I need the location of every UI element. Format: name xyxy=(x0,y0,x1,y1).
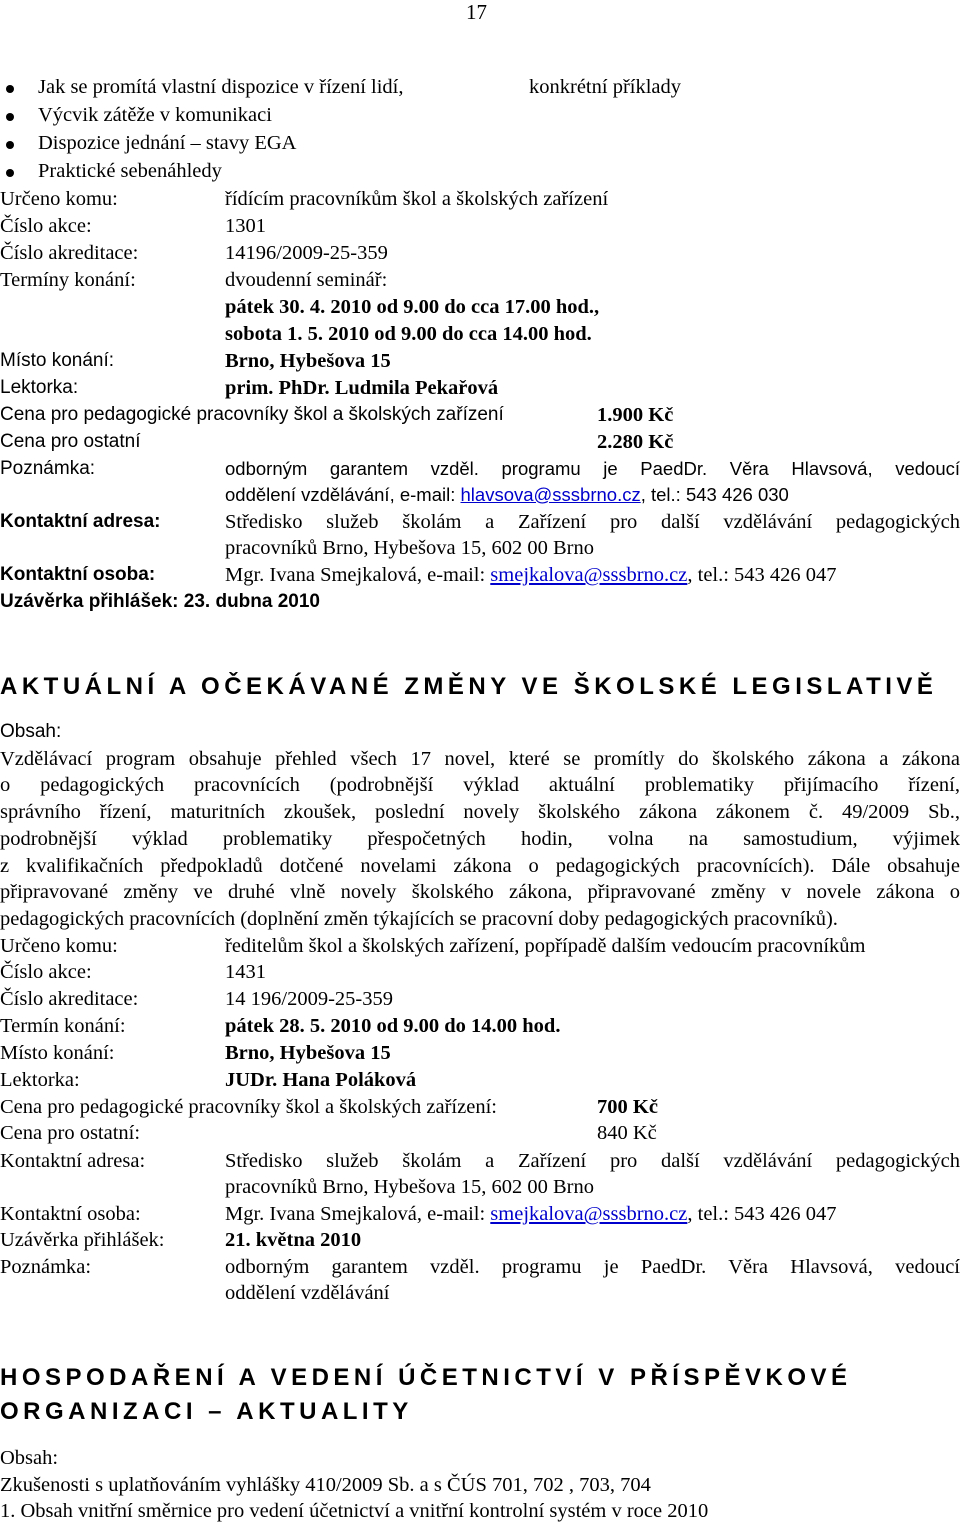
contact-person-label: Kontaktní osoba: xyxy=(0,1203,141,1225)
bullet-icon xyxy=(6,141,14,149)
date-line-2: sobota 1. 5. 2010 od 9.00 do cca 14.00 hod. xyxy=(225,323,592,345)
bullet-icon xyxy=(6,113,14,121)
paragraph-line: podrobnější výklad problematiky přespočetných hodin, volna na samostudium, výjimek xyxy=(0,828,960,850)
list-item: Dispozice jednání – stavy EGA xyxy=(38,132,297,154)
contact-address-label: Kontaktní adresa: xyxy=(0,1150,146,1172)
section-heading: HOSPODAŘENÍ A VEDENÍ ÚČETNICTVÍ V PŘÍSPĚVKOVÉ xyxy=(0,1364,852,1391)
date-line-1: pátek 30. 4. 2010 od 9.00 do cca 17.00 hod., xyxy=(225,296,600,318)
list-item: Výcvik zátěže v komunikaci xyxy=(38,104,272,126)
action-number-label: Číslo akce: xyxy=(0,961,92,983)
target-audience-value: řídícím pracovníkům škol a školských zařízení xyxy=(225,188,609,210)
list-item-note: konkrétní příklady xyxy=(529,76,682,98)
date-label: Termín konání: xyxy=(0,1015,126,1037)
price-others-label: Cena pro ostatní: xyxy=(0,1122,141,1144)
price-teachers-label: Cena pro pedagogické pracovníky škol a školských zařízení xyxy=(0,404,504,425)
contact-person-value xyxy=(225,1203,837,1226)
lecturer-label: Lektorka: xyxy=(0,377,79,398)
bullet-icon xyxy=(6,85,14,93)
note-line-1: odborným garantem vzděl. programu je PaedDr. Věra Hlavsová, vedoucí xyxy=(225,458,960,479)
bullet-icon xyxy=(6,169,14,177)
paragraph-line: z kvalifikačních předpokladů dotčené novelami zákona o pedagogických pracovnících). Dále obsahuje xyxy=(0,855,960,877)
note-label: Poznámka: xyxy=(0,1256,92,1278)
price-others-value: 840 Kč xyxy=(597,1122,657,1144)
list-item: Praktické sebenáhledy xyxy=(38,160,222,182)
registration-deadline: Uzávěrka přihlášek: 23. dubna 2010 xyxy=(0,591,320,612)
note-label: Poznámka: xyxy=(0,458,96,479)
action-number-label: Číslo akce: xyxy=(0,215,92,237)
note-line-2 xyxy=(225,484,789,506)
dates-value: dvoudenní seminář: xyxy=(225,269,388,291)
email-link[interactable]: smejkalova@sssbrno.cz xyxy=(490,564,688,586)
email-link[interactable]: smejkalova@sssbrno.cz xyxy=(490,1203,688,1225)
content-line-1: Zkušenosti s uplatňováním vyhlášky 410/2009 Sb. a s ČÚS 701, 702 , 703, 704 xyxy=(0,1474,651,1496)
accreditation-value: 14196/2009-25-359 xyxy=(225,242,388,264)
date-value: pátek 28. 5. 2010 od 9.00 do 14.00 hod. xyxy=(225,1015,561,1037)
accreditation-label: Číslo akreditace: xyxy=(0,988,139,1010)
contact-person-name: Mgr. Ivana Smejkalová, e-mail: xyxy=(225,564,491,586)
registration-deadline-label: Uzávěrka přihlášek: xyxy=(0,1229,165,1251)
contact-person-phone: , tel.: 543 426 047 xyxy=(687,1203,837,1225)
paragraph-line: Vzdělávací program obsahuje přehled všech 17 novel, které se promítly do školského zákona a zákona xyxy=(0,748,960,770)
content-label: Obsah: xyxy=(0,721,62,742)
venue-value: Brno, Hybešova 15 xyxy=(225,350,391,372)
action-number-value: 1431 xyxy=(225,961,266,983)
lecturer-value: prim. PhDr. Ludmila Pekařová xyxy=(225,377,499,399)
contact-person-value xyxy=(225,564,837,587)
accreditation-value: 14 196/2009-25-359 xyxy=(225,988,393,1010)
price-others-value: 2.280 Kč xyxy=(597,431,674,453)
action-number-value: 1301 xyxy=(225,215,266,237)
dates-label: Termíny konání: xyxy=(0,269,136,291)
venue-label: Místo konání: xyxy=(0,1042,115,1064)
contact-address-line-2: pracovníků Brno, Hybešova 15, 602 00 Brno xyxy=(225,537,594,559)
contact-person-phone: , tel.: 543 426 047 xyxy=(687,564,837,586)
contact-address-line-1: Středisko služeb školám a Zařízení pro další vzdělávání pedagogických xyxy=(225,511,960,533)
section-heading-line-2: ORGANIZACI – AKTUALITY xyxy=(0,1398,413,1425)
contact-address-line-1: Středisko služeb školám a Zařízení pro další vzdělávání pedagogických xyxy=(225,1150,960,1172)
contact-address-label: Kontaktní adresa: xyxy=(0,511,161,532)
paragraph-line: o pedagogických pracovnících (podrobnější výklad aktuální problematiky přijímacího řízení, xyxy=(0,774,960,796)
contact-person-name: Mgr. Ivana Smejkalová, e-mail: xyxy=(225,1203,491,1225)
accreditation-label: Číslo akreditace: xyxy=(0,242,139,264)
list-item: Jak se promítá vlastní dispozice v řízení lidí, xyxy=(38,76,404,98)
price-teachers-label: Cena pro pedagogické pracovníky škol a školských zařízení: xyxy=(0,1096,497,1118)
note-phone: , tel.: 543 426 030 xyxy=(640,484,789,505)
content-line-2: 1. Obsah vnitřní směrnice pro vedení účetnictví a vnitřní kontrolní systém v roce 2010 xyxy=(0,1500,709,1522)
contact-address-line-2: pracovníků Brno, Hybešova 15, 602 00 Brno xyxy=(225,1176,594,1198)
venue-value: Brno, Hybešova 15 xyxy=(225,1042,391,1064)
target-audience-label: Určeno komu: xyxy=(0,935,118,957)
venue-label: Místo konání: xyxy=(0,350,115,371)
note-line-1: odborným garantem vzděl. programu je PaedDr. Věra Hlavsová, vedoucí xyxy=(225,1256,960,1278)
page-number: 17 xyxy=(466,0,487,24)
target-audience-value: ředitelům škol a školských zařízení, popřípadě dalším vedoucím pracovníkům xyxy=(225,935,866,957)
contact-person-label: Kontaktní osoba: xyxy=(0,564,156,585)
email-link[interactable]: hlavsova@sssbrno.cz xyxy=(460,484,641,505)
target-audience-label: Určeno komu: xyxy=(0,188,118,210)
section-heading: AKTUÁLNÍ A OČEKÁVANÉ ZMĚNY VE ŠKOLSKÉ LEGISLATIVĚ xyxy=(0,673,938,700)
content-label: Obsah: xyxy=(0,1447,59,1469)
note-text: oddělení vzdělávání, e-mail: xyxy=(225,484,461,505)
paragraph-line: pedagogických pracovnících (doplnění změn týkajících se pracovní doby pedagogických pracovníků). xyxy=(0,908,838,930)
paragraph-line: správního řízení, maturitních zkoušek, poslední novely školského zákona zákonem č. 49/2009 Sb., xyxy=(0,801,960,823)
price-teachers-value: 700 Kč xyxy=(597,1096,658,1118)
lecturer-value: JUDr. Hana Poláková xyxy=(225,1069,417,1091)
price-others-label: Cena pro ostatní xyxy=(0,431,141,452)
note-line-2: oddělení vzdělávání xyxy=(225,1282,390,1304)
paragraph-line: připravované změny ve druhé vlně novely školského zákona, připravované změny v novele zákona o xyxy=(0,881,960,903)
registration-deadline-value: 21. května 2010 xyxy=(225,1229,362,1251)
lecturer-label: Lektorka: xyxy=(0,1069,80,1091)
price-teachers-value: 1.900 Kč xyxy=(597,404,674,426)
